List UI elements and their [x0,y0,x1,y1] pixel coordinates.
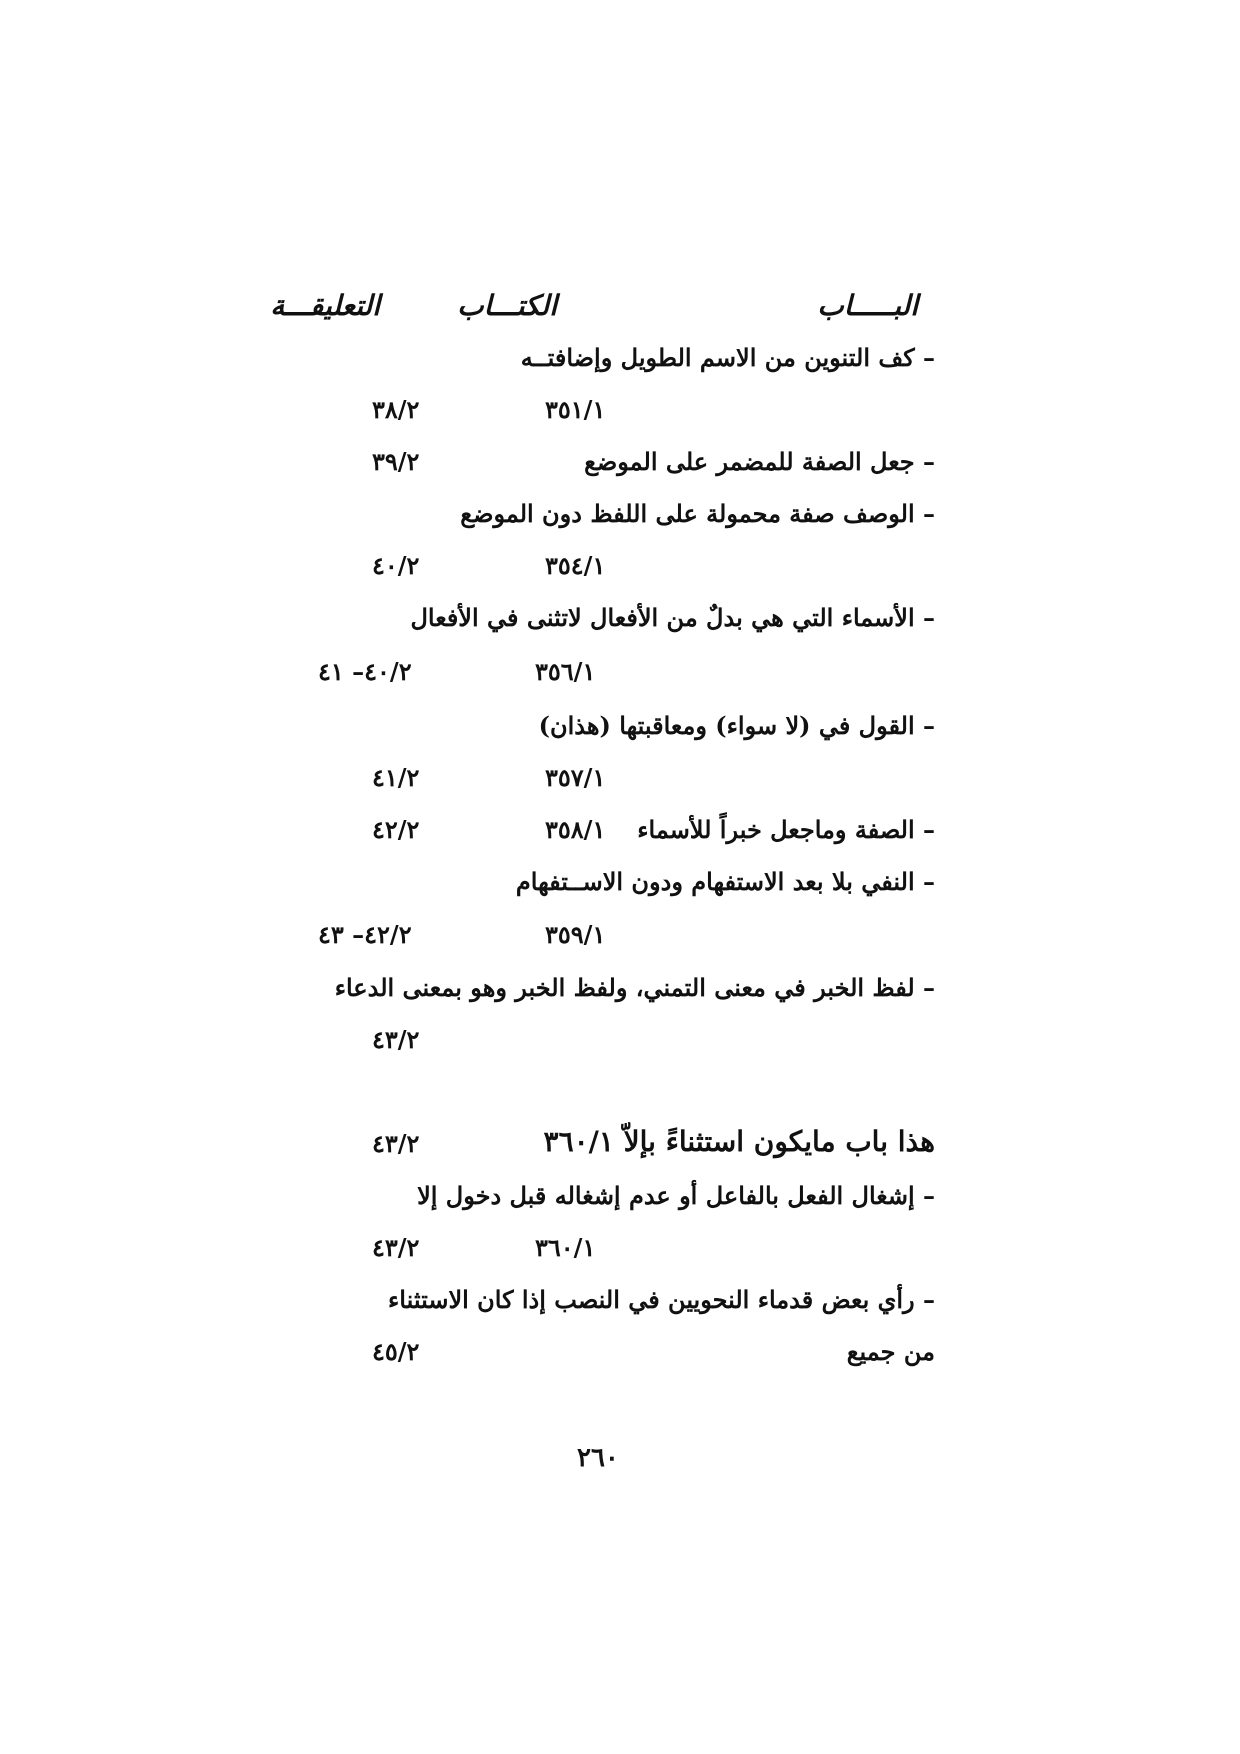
kitab-ref: ٣٥٩/١ [545,920,606,949]
entry-title: – إشغال الفعل بالفاعل أو عدم إشغاله قبل دخول إلا [417,1181,935,1210]
kitab-ref: ٣٥١/١ [545,395,606,424]
taliqa-ref: ٤١/٢ [372,763,420,792]
entry-title: – كف التنوين من الاسم الطويل وإضافتــه [520,343,935,372]
taliqa-ref: ٤٣/٢ [372,1025,420,1054]
header-kitab: الكتـــاب [457,289,557,322]
header-bab: البـــــاب [817,289,918,322]
entry-title: – النفي بلا بعد الاستفهام ودون الاســتفهام [515,867,935,896]
section-heading: هذا باب مايكون استثناءً بإلاّ ٣٦٠/١ [543,1125,935,1158]
taliqa-ref: ٤٠/٢– ٤١ [318,657,412,686]
header-taliqa: التعليقـــة [270,289,380,322]
entry-title: – رأي بعض قدماء النحويين في النصب إذا كان الاستثناء [388,1285,935,1314]
kitab-ref: ٣٥٤/١ [545,551,606,580]
entry-title: – الوصف صفة محمولة على اللفظ دون الموضع [460,499,935,528]
taliqa-ref: ٣٩/٢ [372,447,420,476]
taliqa-ref: ٤٣/٢ [372,1129,420,1158]
entry-title: من جميع [846,1337,935,1366]
taliqa-ref: ٤٠/٢ [372,551,420,580]
entry-title: – القول في (لا سواء) ومعاقبتها (هذان) [538,711,935,740]
entry-title: – لفظ الخبر في معنى التمني، ولفظ الخبر وهو بمعنى الدعاء [334,973,935,1002]
kitab-ref: ٣٥٨/١ [545,815,606,844]
entry-title: – جعل الصفة للمضمر على الموضع [584,447,935,476]
entry-title: – الأسماء التي هي بدلٌ من الأفعال لاتثنى في الأفعال [410,603,935,632]
entry-title: – الصفة وماجعل خبراً للأسماء [637,815,935,844]
taliqa-ref: ٤٥/٢ [372,1337,420,1366]
taliqa-ref: ٣٨/٢ [372,395,420,424]
taliqa-ref: ٤٢/٢– ٤٣ [318,920,412,949]
kitab-ref: ٣٥٧/١ [545,763,606,792]
taliqa-ref: ٤٣/٢ [372,1233,420,1262]
kitab-ref: ٣٥٦/١ [535,657,596,686]
kitab-ref: ٣٦٠/١ [535,1233,596,1262]
page-number: ٢٦٠ [577,1443,619,1473]
taliqa-ref: ٤٢/٢ [372,815,420,844]
